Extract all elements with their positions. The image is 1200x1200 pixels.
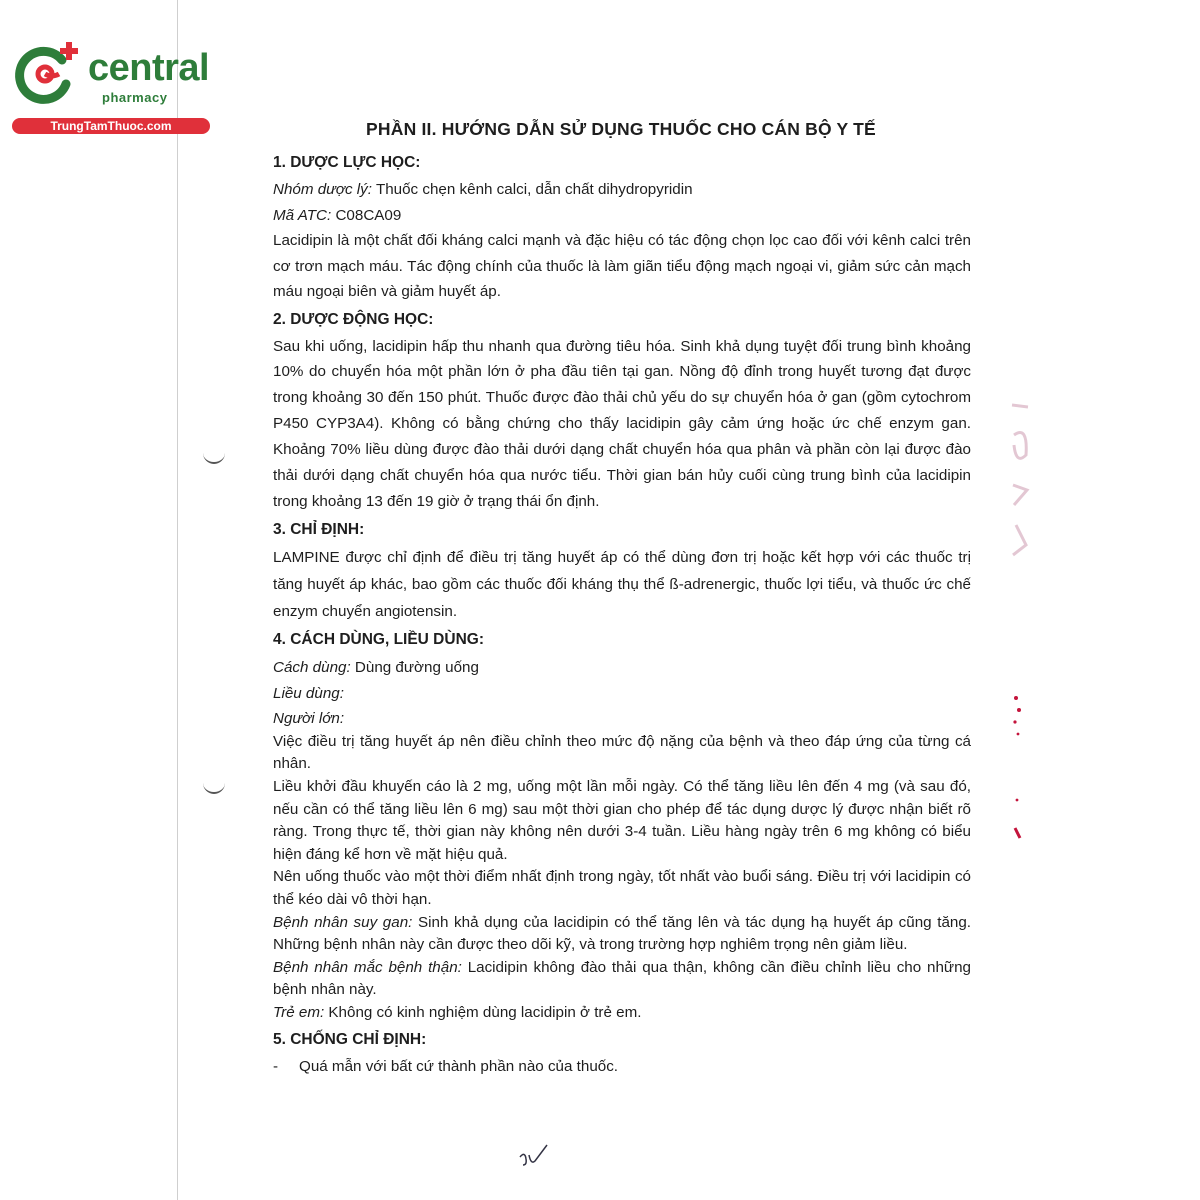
hepatic-impairment	[273, 912, 971, 957]
field-value: Sinh khả dụng của lacidipin có thể tăng lên và tác dụng hạ huyết áp cũng tăng. Những bệnh nhân này cần được theo dõi kỹ, và trong trường hợp nghiêm trọng nên giảm liều.	[273, 913, 972, 954]
list-item	[273, 1054, 971, 1080]
route-of-administration	[273, 654, 971, 681]
atc-code	[273, 203, 971, 229]
section-heading: 3. CHỈ ĐỊNH:	[273, 520, 365, 538]
paragraph: LAMPINE được chỉ định để điều trị tăng huyết áp có thể dùng đơn trị hoặc kết hợp với các thuốc trị tăng huyết áp khác, bao gồm các thuốc đối kháng thụ thể ß-adrenergic, thuốc lợi tiểu, và thuốc ức chế enzym chuyển angiotensin.	[273, 548, 971, 620]
stamp-shape-icon	[1008, 395, 1032, 565]
paragraph: Lacidipin là một chất đối kháng calci mạnh và đặc hiệu có tác động chọn lọc cao đối với kênh calci trên cơ trơn mạch máu. Tác động chính của thuốc là làm giãn tiểu động mạch ngoại vi, giảm sức cản mạch máu ngoại biên và giảm huyết áp.	[273, 232, 971, 300]
binder-hole-mark	[203, 450, 225, 464]
field-label: Cách dùng:	[273, 658, 351, 676]
central-pharmacy-logo[interactable]	[12, 38, 212, 138]
field-label: Trẻ em:	[273, 1003, 325, 1021]
field-label: Bệnh nhân mắc bệnh thận:	[273, 958, 462, 976]
faded-stamp-icon	[1008, 395, 1032, 565]
field-value: Dùng đường uống	[350, 658, 479, 676]
binder-hole-mark	[203, 780, 225, 794]
paragraph: Sau khi uống, lacidipin hấp thu nhanh qua đường tiêu hóa. Sinh khả dụng tuyệt đối trung bình khoảng 10% do chuyển hóa một phần lớn ở pha đầu tiên tại gan. Nồng độ đỉnh trong huyết tương đạt được trong khoảng 30 đến 150 phút. Thuốc được đào thải chủ yếu do sự chuyển hóa ở gan (gồm cytochrom P450 CYP3A4). Không có bằng chứng cho thấy lacidipin gây cảm ứng hoặc ức chế enzym gan. Khoảng 70% liều dùng được đào thải dưới dạng chất chuyển hóa qua phân và phần còn lại được đào thải dưới dạng chất chuyển hóa qua nước tiểu. Thời gian bán hủy cuối cùng trung bình của lacidipin trong khoảng 13 đến 19 giờ ở trạng thái ổn định.	[273, 337, 971, 510]
handwritten-initials-icon	[517, 1143, 553, 1173]
field-value: Thuốc chẹn kênh calci, dẫn chất dihydropyridin	[372, 181, 693, 198]
dosage-label: Liều dùng:	[273, 684, 344, 702]
logo-url[interactable]: TrungTamThuoc.com	[12, 118, 210, 134]
list-item-text: Quá mẫn với bất cứ thành phần nào của thuốc.	[299, 1057, 619, 1075]
paragraph: Nên uống thuốc vào một thời điểm nhất định trong ngày, tốt nhất vào buổi sáng. Điều trị với lacidipin có thể kéo dài vô thời hạn.	[273, 868, 971, 908]
logo-name: central	[88, 47, 210, 89]
leaflet-document	[273, 114, 971, 1079]
section-heading: 2. DƯỢC ĐỘNG HỌC:	[273, 310, 434, 328]
renal-impairment	[273, 957, 971, 1002]
field-label: Bệnh nhân suy gan:	[273, 913, 413, 931]
red-ink-marks-icon	[1010, 690, 1026, 850]
section-heading: 4. CÁCH DÙNG, LIỀU DÙNG:	[273, 630, 484, 648]
field-value: Lacidipin không đào thải qua thận, không cần điều chỉnh liều cho những bệnh nhân này.	[273, 958, 971, 999]
adult-label: Người lớn:	[273, 709, 345, 727]
bullet-dash: -	[273, 1057, 279, 1075]
section-heading: 5. CHỐNG CHỈ ĐỊNH:	[273, 1030, 427, 1048]
field-label: Nhóm dược lý:	[273, 181, 372, 198]
logo-subtitle: pharmacy	[102, 90, 168, 105]
field-label: Mã ATC:	[273, 206, 332, 224]
pharmacological-group	[273, 177, 971, 203]
logo-mark-icon	[12, 38, 82, 108]
paragraph: Liều khởi đầu khuyến cáo là 2 mg, uống một lần mỗi ngày. Có thể tăng liều lên đến 4 mg (và sau đó, nếu cần có thể tăng liều lên 6 mg) sau một thời gian cho phép để tác dụng dược lý được nhận biết rõ ràng. Trong thực tế, thời gian này không nên dưới 3-4 tuần. Liều hàng ngày trên 6 mg không có biểu hiện đáng kể hơn về mặt hiệu quả.	[273, 778, 971, 863]
document-title: PHẦN II. HƯỚNG DẪN SỬ DỤNG THUỐC CHO CÁN BỘ Y TẾ	[366, 119, 876, 139]
section-heading: 1. DƯỢC LỰC HỌC:	[273, 154, 421, 171]
field-value: C08CA09	[331, 206, 402, 224]
children	[273, 1002, 971, 1025]
paragraph: Việc điều trị tăng huyết áp nên điều chỉnh theo mức độ nặng của bệnh và theo đáp ứng của từng cá nhân.	[273, 732, 971, 773]
page-edge	[177, 0, 178, 1200]
field-value: Không có kinh nghiệm dùng lacidipin ở trẻ em.	[324, 1003, 642, 1021]
